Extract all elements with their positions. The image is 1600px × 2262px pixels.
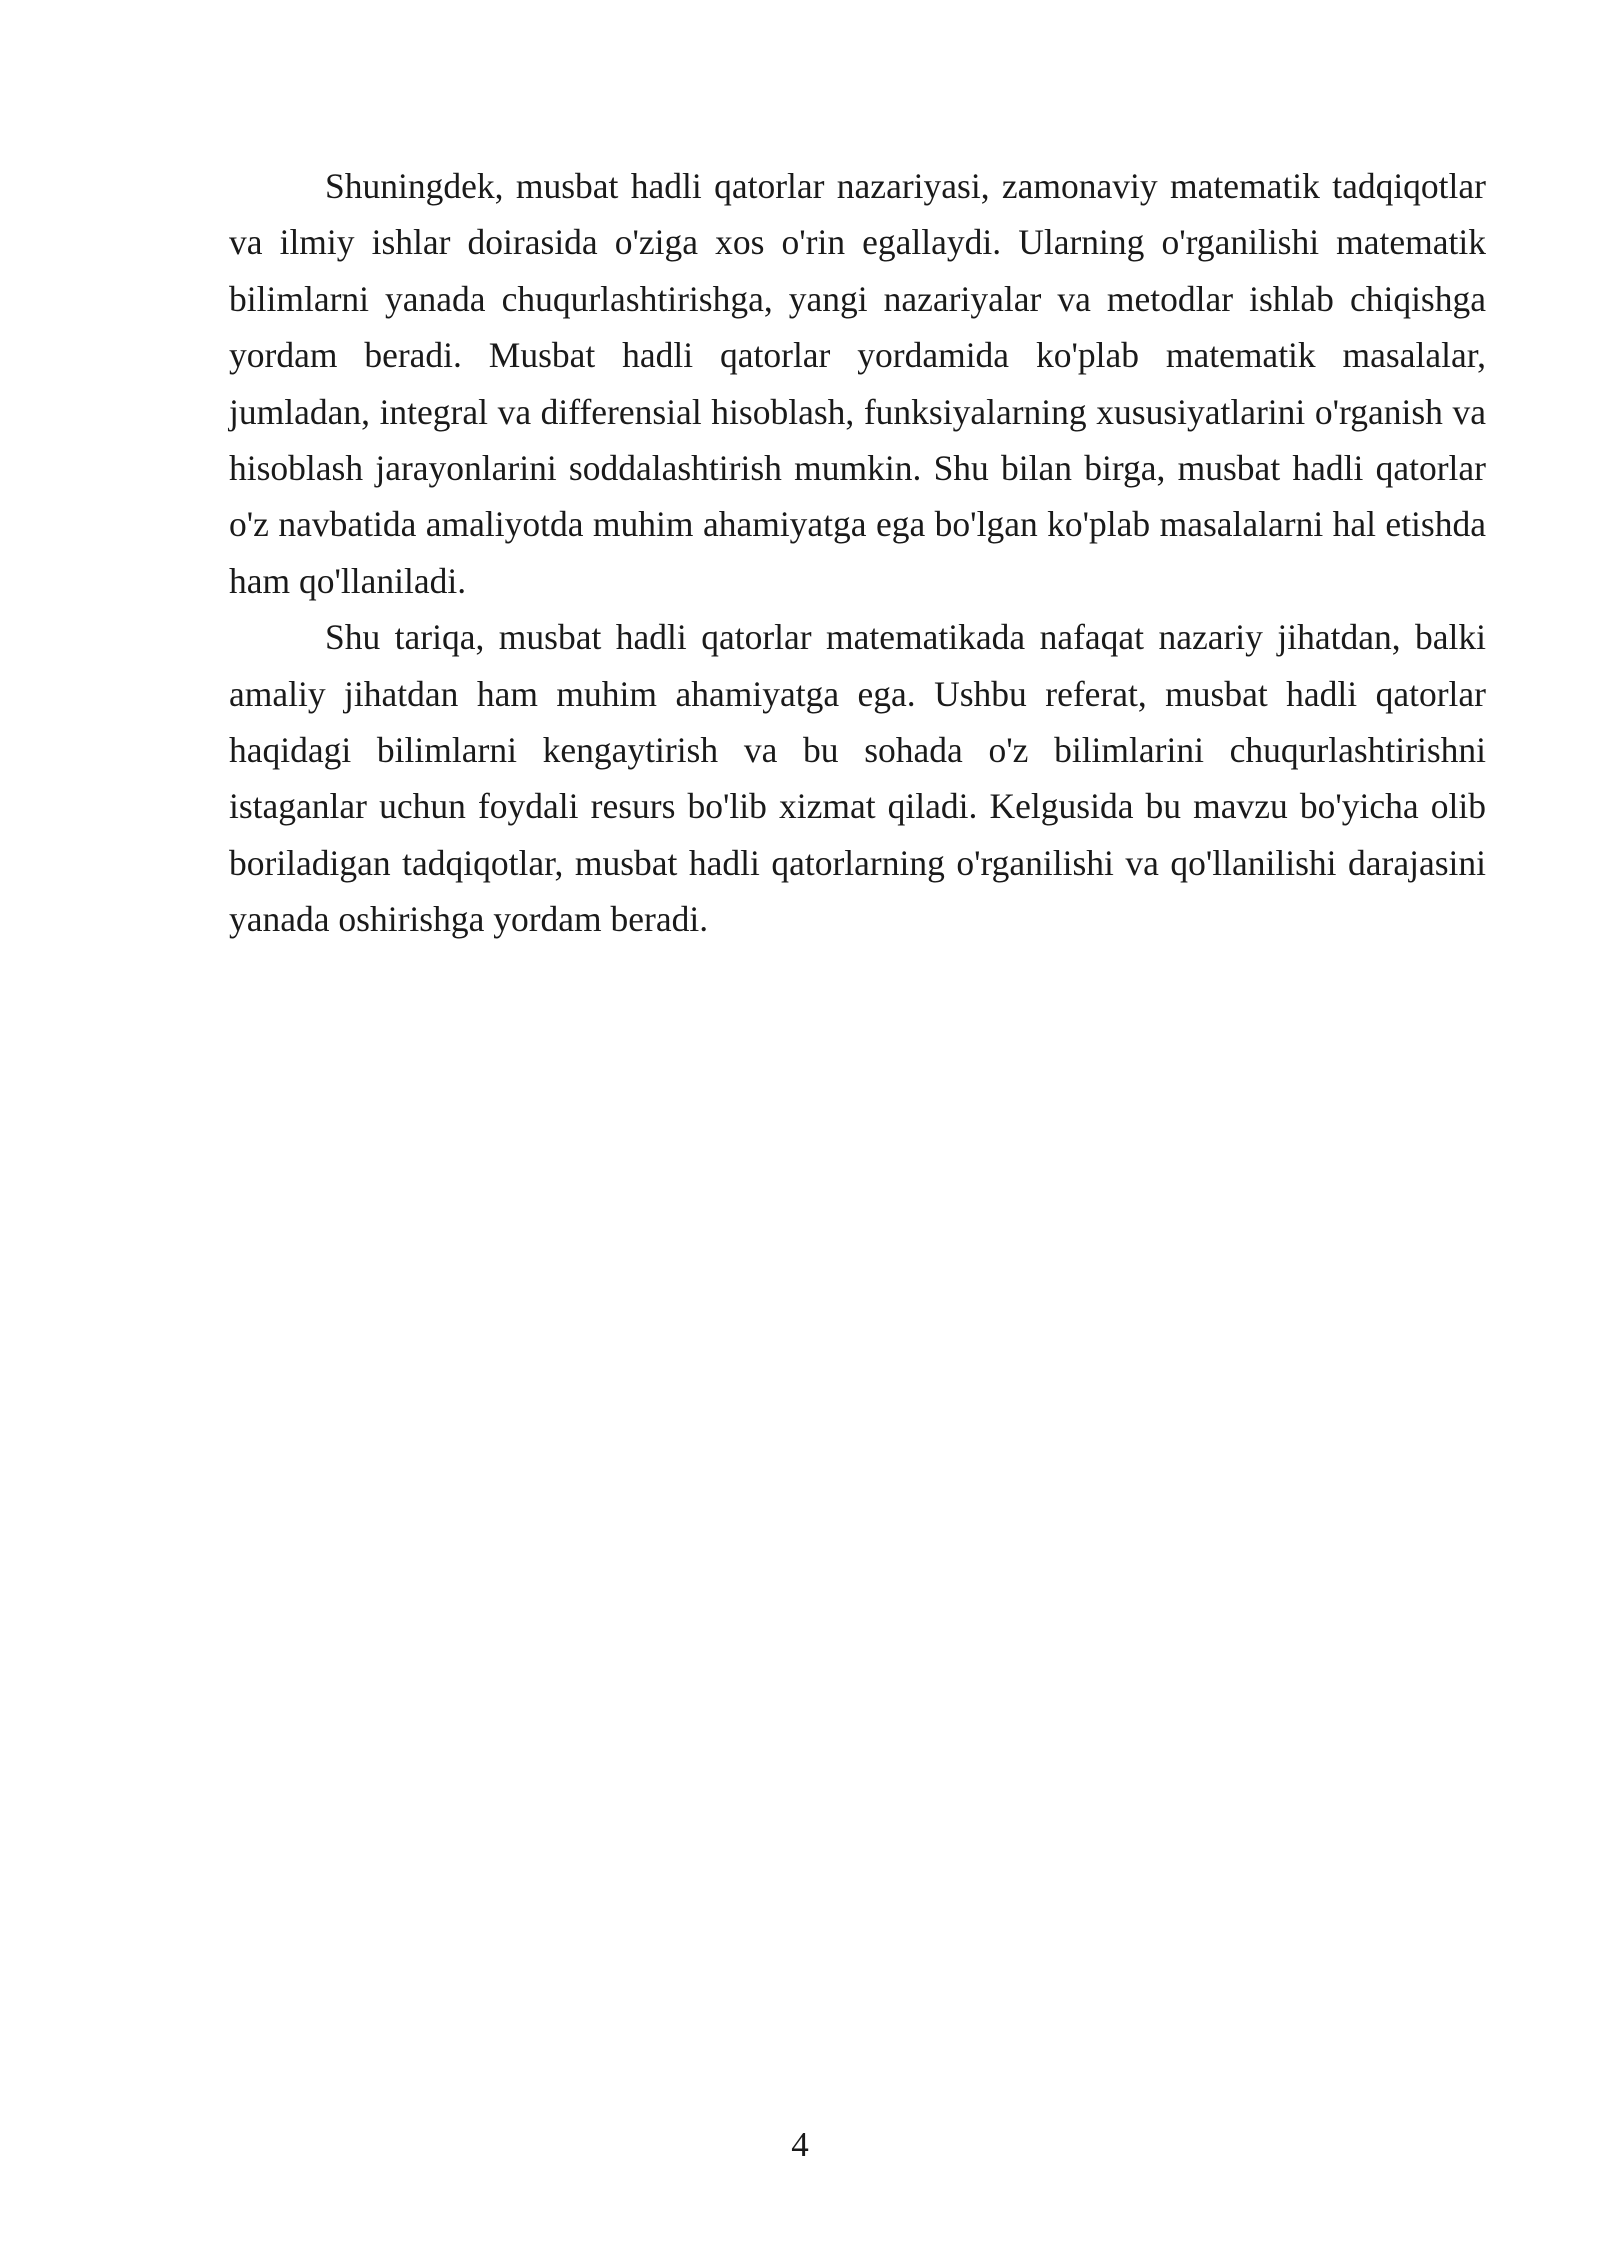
paragraph-1: Shuningdek, musbat hadli qatorlar nazariyasi, zamonaviy matematik tadqiqotlar va ilmiy ishlar doirasida o'ziga xos o'rin egallaydi. Ularning o'rganilishi matematik bilimlarni yanada chuqurlashtirishga, yangi nazariyalar va metodlar ishlab chiqishga yordam beradi. Musbat hadli qatorlar yordamida ko'plab matematik masalalar, jumladan, integral va differensial hisoblash, funksiyalarning xususiyatlarini o'rganish va hisoblash jarayonlarini soddalashtirish mumkin. Shu bilan birga, musbat hadli qatorlar o'z navbatida amaliyotda muhim ahamiyatga ega bo'lgan ko'plab masalalarni hal etishda ham qo'llaniladi.	[229, 166, 1486, 601]
paragraph-2: Shu tariqa, musbat hadli qatorlar matematikada nafaqat nazariy jihatdan, balki amaliy jihatdan ham muhim ahamiyatga ega. Ushbu referat, musbat hadli qatorlar haqidagi bilimlarni kengaytirish va bu sohada o'z bilimlarini chuqurlashtirishni istaganlar uchun foydali resurs bo'lib xizmat qiladi. Kelgusida bu mavzu bo'yicha olib boriladigan tadqiqotlar, musbat hadli qatorlarning o'rganilishi va qo'llanilishi darajasini yanada oshirishga yordam beradi.	[229, 617, 1486, 940]
page-number: 4	[791, 2125, 809, 2164]
page-body	[229, 158, 1486, 948]
